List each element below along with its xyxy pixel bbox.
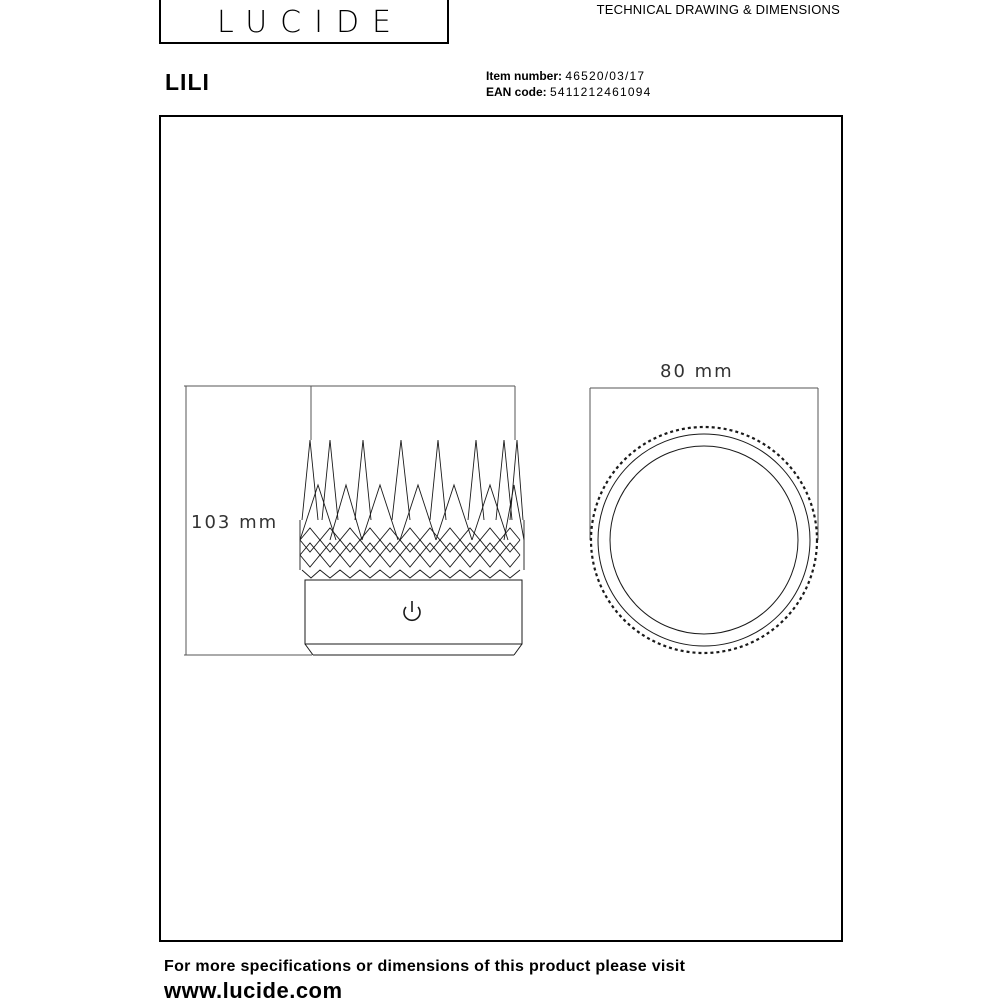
ean-value: 5411212461094	[550, 85, 652, 99]
top-view	[590, 388, 818, 653]
document-type-title: TECHNICAL DRAWING & DIMENSIONS	[596, 2, 840, 17]
power-icon	[404, 601, 420, 620]
item-number-label: Item number:	[486, 69, 563, 83]
height-dimension-label: 103 mm	[191, 512, 279, 533]
item-number-value: 46520/03/17	[565, 69, 646, 83]
brand-logo-text: LUCIDE	[216, 5, 405, 40]
diameter-dimension-label: 80 mm	[660, 361, 734, 382]
product-name: LILI	[165, 69, 210, 95]
crystal-shade	[300, 440, 524, 578]
ean-label: EAN code:	[486, 85, 547, 99]
website-link[interactable]: www.lucide.com	[164, 978, 343, 1003]
footer-note: For more specifications or dimensions of this product please visit	[164, 958, 686, 975]
